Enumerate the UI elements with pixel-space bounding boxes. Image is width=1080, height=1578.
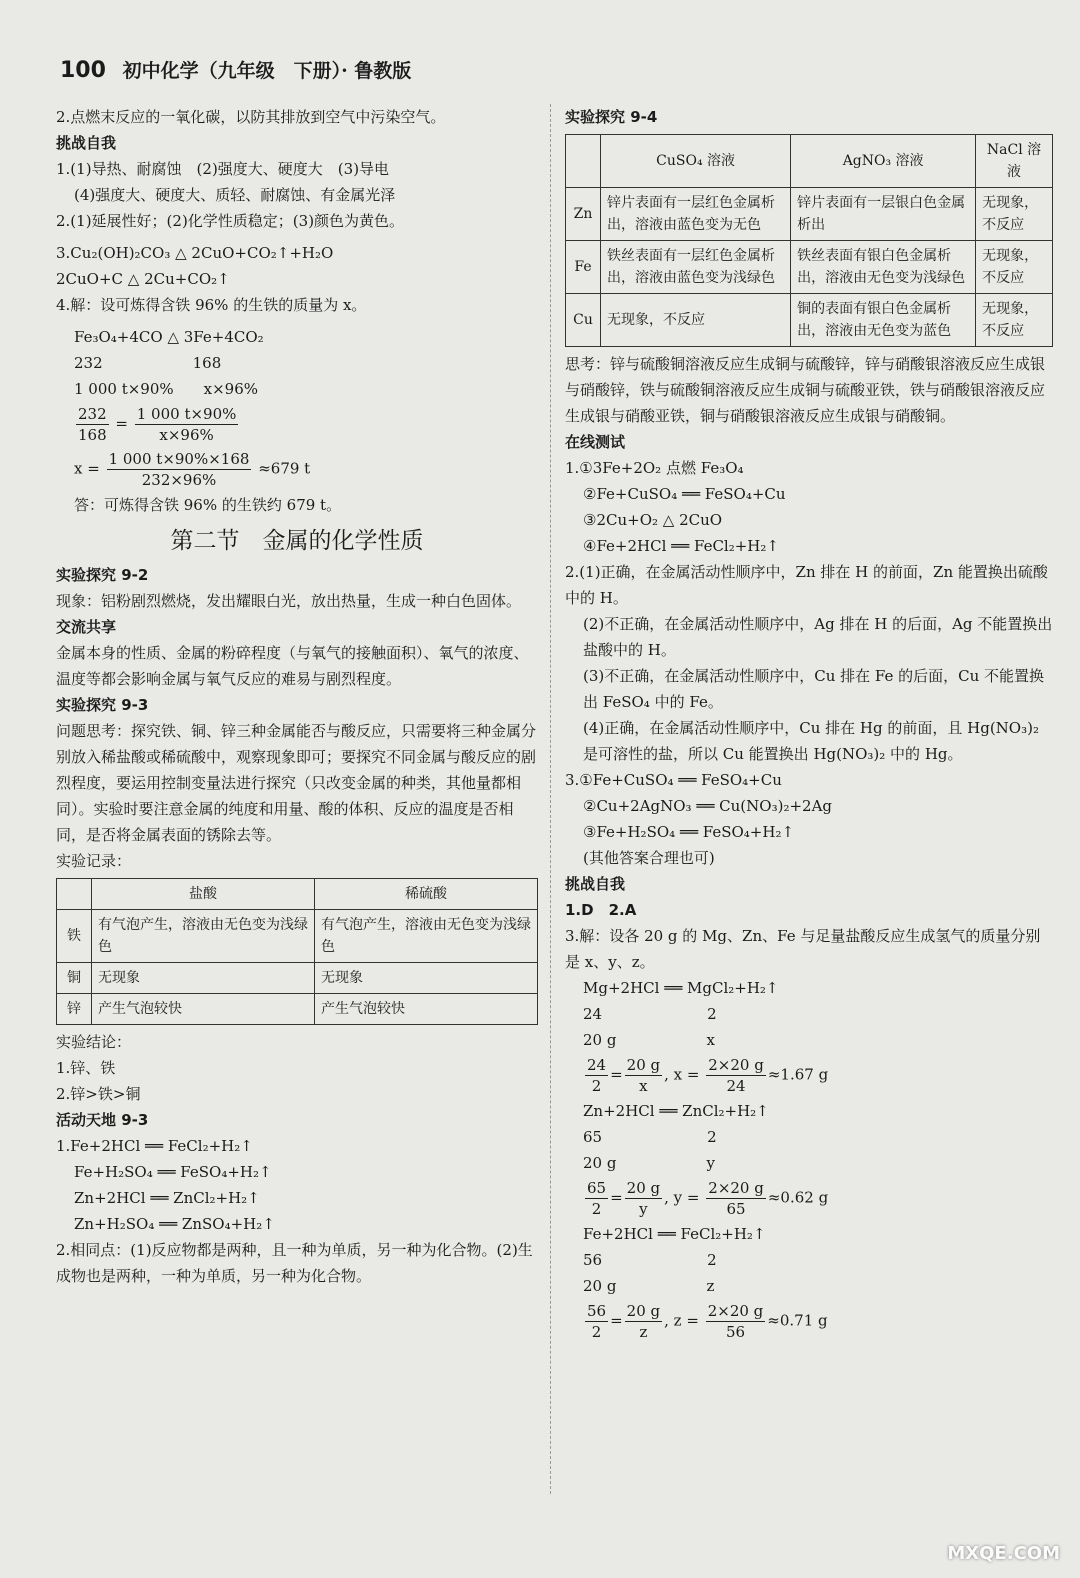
table-row: 铁 有气泡产生，溶液由无色变为浅绿色 有气泡产生，溶液由无色变为浅绿色 (57, 910, 538, 963)
fraction: $\frac{20 g}{y}$ (626, 1179, 661, 1218)
equation: 1.①3Fe+2O₂ 点燃 Fe₃O₄ (565, 459, 744, 477)
fraction: $\frac{2\times 20 g}{56}$ (707, 1302, 764, 1341)
text-line: 20 g x (583, 1031, 715, 1049)
answer-line: 答：可炼得含铁 96% 的生铁约 679 t。 (74, 496, 342, 514)
text-line: 232 168 (74, 354, 222, 372)
text-line: (其他答案合理也可) (583, 849, 715, 867)
text-line: 20 g z (583, 1277, 715, 1295)
answer-line: 1.D 2.A (565, 901, 637, 919)
equation: ②Fe+CuSO₄ ══ FeSO₄+Cu (583, 485, 786, 503)
equation: Zn+H₂SO₄ ══ ZnSO₄+H₂↑ (74, 1215, 275, 1233)
text-line: 实验记录： (56, 852, 132, 870)
text-line: 2.锌>铁>铜 (56, 1085, 141, 1103)
paragraph: 2.相同点：(1)反应物都是两种，且一种为单质，另一种为化合物。(2)生成物也是两种，一种为单质，另一种为化合物。 (56, 1241, 533, 1285)
paragraph: 3.解：设各 20 g 的 Mg、Zn、Fe 与足量盐酸反应生成氢气的质量分别是 x、y、z。 (565, 927, 1041, 971)
book-title: 初中化学（九年级 下册）· 鲁教版 (122, 60, 412, 82)
page-number: 100 (60, 58, 106, 83)
text-line: 1.锌、铁 (56, 1059, 116, 1077)
heading-challenge-2: 挑战自我 (565, 875, 626, 893)
solution-line: $\frac{56}{2}$ = $\frac{20 g}{z}$ , z = $\frac{2\times 20 g}{56}$ ≈0.71 g (587, 1302, 828, 1341)
equation: 3.①Fe+CuSO₄ ══ FeSO₄+Cu (565, 771, 782, 789)
text-line: 65 2 (583, 1128, 717, 1146)
section-title: 第二节 金属的化学性质 (170, 528, 424, 554)
equation: Fe+H₂SO₄ ══ FeSO₄+H₂↑ (74, 1163, 272, 1181)
table-header: NaCl 溶液 (976, 135, 1053, 188)
fraction: $\frac{232}{168}$ (78, 405, 107, 444)
fraction: $\frac{65}{2}$ (587, 1179, 607, 1218)
fraction: $\frac{1 000 t\times 90\%}{x\times 96\%}$ (136, 405, 237, 444)
text-line: 56 2 (583, 1251, 717, 1269)
table-row: 铜 无现象 无现象 (57, 963, 538, 994)
watermark-logo: MXQE.COM (947, 1543, 1060, 1564)
page-header (60, 56, 411, 83)
left-column (56, 104, 538, 1289)
text-line: 1.(1)导热、耐腐蚀 (2)强度大、硬度大 (3)导电 (56, 160, 390, 178)
fraction: $\frac{20 g}{x}$ (626, 1056, 661, 1095)
text-line: 24 2 (583, 1005, 717, 1023)
paragraph: (3)不正确，在金属活动性顺序中，Cu 排在 Fe 的后面，Cu 不能置换出 FeSO₄ 中的 Fe。 (583, 667, 1045, 711)
heading-exp94: 实验探究 9-4 (565, 108, 658, 126)
fraction: $\frac{56}{2}$ (587, 1302, 607, 1341)
equation: ④Fe+2HCl ══ FeCl₂+H₂↑ (583, 537, 779, 555)
text-line: (4)强度大、硬度大、质轻、耐腐蚀、有金属光泽 (74, 186, 396, 204)
paragraph: (2)不正确，在金属活动性顺序中，Ag 排在 H 的后面，Ag 不能置换出盐酸中的 H。 (583, 615, 1053, 659)
paragraph: 思考：锌与硫酸铜溶液反应生成铜与硫酸锌，锌与硝酸银溶液反应生成银与硝酸锌，铁与硫酸铜溶液反应生成铜与硫酸亚铁，铁与硝酸银溶液反应生成银与硝酸亚铁，铜与硝酸银溶液反应生成银与硝酸铜。 (565, 355, 1046, 425)
fraction: $\frac{2\times 20 g}{24}$ (708, 1056, 764, 1095)
paragraph: (4)正确，在金属活动性顺序中，Cu 排在 Hg 的前面，且 Hg(NO₃)₂ 是可溶性的盐，所以 Cu 能置换出 Hg(NO₃)₂ 中的 Hg。 (583, 719, 1039, 763)
table-row: 锌 产生气泡较快 产生气泡较快 (57, 994, 538, 1025)
fraction: $\frac{2\times 20 g}{65}$ (708, 1179, 764, 1218)
paragraph: 2.(1)正确，在金属活动性顺序中，Zn 排在 H 的前面，Zn 能置换出硫酸中的 H。 (565, 563, 1048, 607)
table-header (566, 135, 601, 188)
equation: 2CuO+C △ 2Cu+CO₂↑ (56, 270, 230, 288)
fraction: $\frac{20 g}{z}$ (626, 1302, 661, 1341)
fraction: $\frac{24}{2}$ (587, 1056, 607, 1095)
table-header: 稀硫酸 (315, 879, 538, 910)
heading-share: 交流共享 (56, 618, 117, 636)
table-header: 盐酸 (92, 879, 315, 910)
equation: Fe+2HCl ══ FeCl₂+H₂↑ (583, 1225, 766, 1243)
equation: ③2Cu+O₂ △ 2CuO (583, 511, 723, 529)
paragraph: 现象：铝粉剧烈燃烧，发出耀眼白光，放出热量，生成一种白色固体。 (56, 592, 522, 610)
experiment-table-9-4 (565, 134, 1053, 347)
experiment-table-9-3 (56, 878, 538, 1025)
text-line: 2.点燃末反应的一氧化碳，以防其排放到空气中污染空气。 (56, 108, 446, 126)
equation: Fe₃O₄+4CO △ 3Fe+4CO₂ (74, 328, 264, 346)
table-header (57, 879, 92, 910)
proportion: $\frac{232}{168}$ = $\frac{1 000 t\times 90\%}{x\times 96\%}$ (78, 405, 237, 444)
equation: 3.Cu₂(OH)₂CO₃ △ 2CuO+CO₂↑+H₂O (56, 244, 334, 262)
table-row: Cu 无现象，不反应 铜的表面有银白色金属析出，溶液由无色变为蓝色 无现象，不反应 (566, 294, 1053, 347)
text-line: 4.解：设可炼得含铁 96% 的生铁的质量为 x。 (56, 296, 367, 314)
heading-challenge: 挑战自我 (56, 134, 117, 152)
heading-exp92: 实验探究 9-2 (56, 566, 149, 584)
fraction: $\frac{1 000 t\times 90\%\times 168}{232\times 96\%}$ (108, 450, 250, 489)
heading-online-test: 在线测试 (565, 433, 626, 451)
equation: Zn+2HCl ══ ZnCl₂+H₂↑ (74, 1189, 260, 1207)
solution-line: $\frac{24}{2}$ = $\frac{20 g}{x}$ , x = $\frac{2\times 20 g}{24}$ ≈1.67 g (587, 1056, 829, 1095)
table-header: AgNO₃ 溶液 (791, 135, 976, 188)
table-row: Fe 铁丝表面有一层红色金属析出，溶液由蓝色变为浅绿色 铁丝表面有银白色金属析出，溶液由无色变为浅绿色 无现象，不反应 (566, 241, 1053, 294)
heading-exp93: 实验探究 9-3 (56, 696, 149, 714)
solution-line: $\frac{65}{2}$ = $\frac{20 g}{y}$ , y = $\frac{2\times 20 g}{65}$ ≈0.62 g (587, 1179, 829, 1218)
equation: 1.Fe+2HCl ══ FeCl₂+H₂↑ (56, 1137, 253, 1155)
right-column (565, 104, 1053, 1344)
text-line: 1 000 t×90% x×96% (74, 380, 259, 398)
equation: Mg+2HCl ══ MgCl₂+H₂↑ (583, 979, 779, 997)
solution-line: x = $\frac{1 000 t\times 90\%\times 168}{232\times 96\%}$ ≈679 t (74, 450, 311, 489)
text-line: 实验结论： (56, 1033, 132, 1051)
heading-act93: 活动天地 9-3 (56, 1111, 149, 1129)
equation: Zn+2HCl ══ ZnCl₂+H₂↑ (583, 1102, 769, 1120)
text-line: 20 g y (583, 1154, 715, 1172)
column-divider (550, 104, 551, 1494)
equation: ③Fe+H₂SO₄ ══ FeSO₄+H₂↑ (583, 823, 795, 841)
paragraph: 问题思考：探究铁、铜、锌三种金属能否与酸反应，只需要将三种金属分别放入稀盐酸或稀硫酸中，观察现象即可；要探究不同金属与酸反应的剧烈程度，要运用控制变量法进行探究（只改变金属的种类，其他量都相同）。实验时要注意金属的纯度和用量、酸的体积、反应的温度是否相同，是否将金属表面的锈除去等。 (56, 722, 537, 844)
paragraph: 金属本身的性质、金属的粉碎程度（与氧气的接触面积）、氧气的浓度、温度等都会影响金属与氧气反应的难易与剧烈程度。 (56, 644, 529, 688)
table-row: Zn 锌片表面有一层红色金属析出，溶液由蓝色变为无色 锌片表面有一层银白色金属析出 无现象，不反应 (566, 188, 1053, 241)
table-header: CuSO₄ 溶液 (601, 135, 791, 188)
equation: ②Cu+2AgNO₃ ══ Cu(NO₃)₂+2Ag (583, 797, 833, 815)
text-line: 2.(1)延展性好；(2)化学性质稳定；(3)颜色为黄色。 (56, 212, 405, 230)
